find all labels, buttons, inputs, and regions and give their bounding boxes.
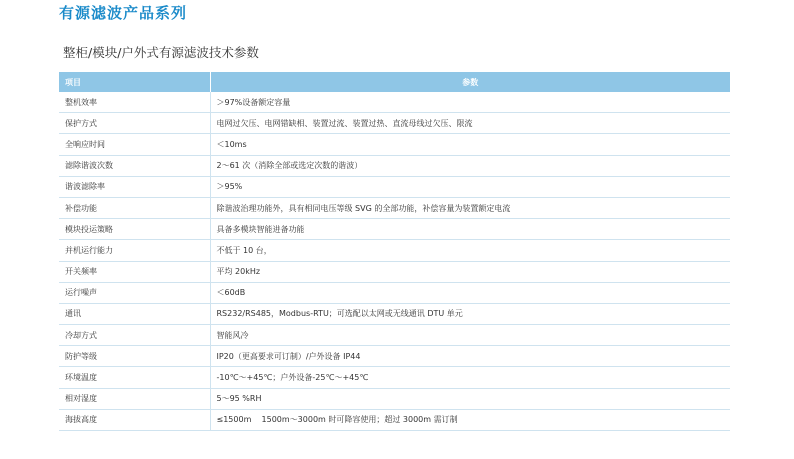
row-item: 模块投运策略 [59,219,210,240]
table-row [59,176,730,197]
row-item: 补偿功能 [59,197,210,218]
table-row [59,303,730,324]
row-value: ＜10ms [210,134,730,155]
row-value: -10℃～+45℃；户外设备-25℃～+45℃ [210,367,730,388]
row-item: 整机效率 [59,92,210,113]
table-row [59,240,730,261]
row-item: 保护方式 [59,113,210,134]
row-item: 谐波滤除率 [59,176,210,197]
row-value: ＞97%设备额定容量 [210,92,730,113]
row-item: 通讯 [59,303,210,324]
row-item: 冷却方式 [59,325,210,346]
table-row [59,261,730,282]
header-param: 参数 [210,72,730,92]
table-row [59,346,730,367]
row-item: 运行噪声 [59,282,210,303]
row-value: 2～61 次（消除全部或选定次数的谐波） [210,155,730,176]
spec-table [59,72,730,431]
table-row [59,367,730,388]
page-title: 有源滤波产品系列 [59,4,188,22]
table-row [59,134,730,155]
table-row [59,92,730,113]
row-value: 除谐波治理功能外，具有相同电压等级 SVG 的全部功能，补偿容量为装置额定电流 [210,197,730,218]
row-item: 相对湿度 [59,388,210,409]
row-value: IP20（更高要求可订制）/户外设备 IP44 [210,346,730,367]
table-row [59,113,730,134]
table-header-row [59,72,730,92]
row-value: ＜60dB [210,282,730,303]
row-value: 5～95 %RH [210,388,730,409]
table-row [59,197,730,218]
row-item: 海拔高度 [59,409,210,430]
row-value: ≤1500m 1500m～3000m 时可降容使用；超过 3000m 需订制 [210,409,730,430]
header-item: 项目 [59,72,210,92]
row-value: 不低于 10 台， [210,240,730,261]
row-item: 滤除谐波次数 [59,155,210,176]
row-item: 环境温度 [59,367,210,388]
table-row [59,388,730,409]
row-item: 全响应时间 [59,134,210,155]
row-value: 具备多模块智能进备功能 [210,219,730,240]
table-row [59,282,730,303]
row-value: RS232/RS485，Modbus-RTU；可选配以太网或无线通讯 DTU 单元 [210,303,730,324]
row-item: 防护等级 [59,346,210,367]
row-value: ＞95% [210,176,730,197]
row-item: 并机运行能力 [59,240,210,261]
row-value: 平均 20kHz [210,261,730,282]
table-row [59,325,730,346]
row-value: 智能风冷 [210,325,730,346]
table-row [59,219,730,240]
section-title: 整柜/模块/户外式有源滤波技术参数 [63,45,259,60]
table-row [59,409,730,430]
table-body [59,92,730,431]
row-value: 电网过欠压、电网错缺相、装置过流、装置过热、直流母线过欠压、限流 [210,113,730,134]
row-item: 开关频率 [59,261,210,282]
table-row [59,155,730,176]
